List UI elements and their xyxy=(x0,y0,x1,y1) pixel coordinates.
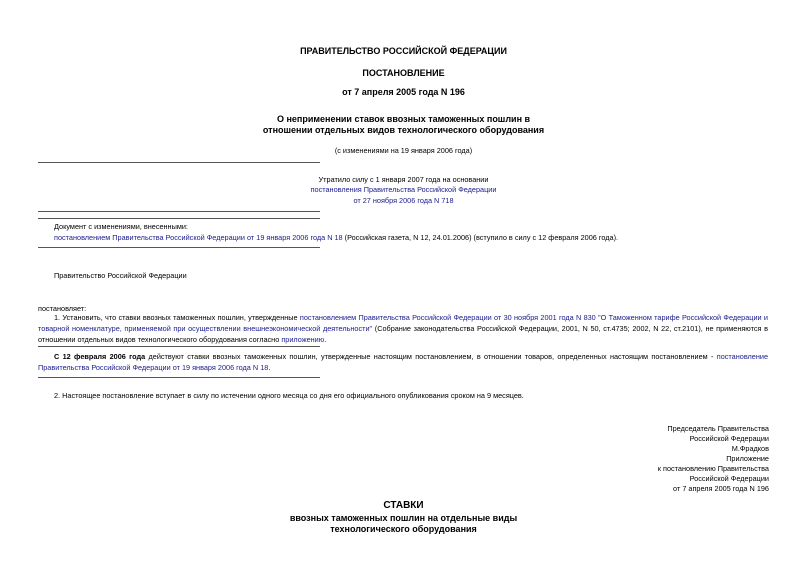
signature-position: Председатель Правительства xyxy=(667,424,769,433)
decrees-word: постановляет: xyxy=(38,304,87,313)
divider-4 xyxy=(38,247,320,248)
amendments-rest: (Российская газета, N 12, 24.01.2006) (вступило в силу с 12 февраля 2006 года). xyxy=(342,233,619,242)
appendix-ref-3: от 7 апреля 2005 года N 196 xyxy=(673,484,769,493)
doc-type: ПОСТАНОВЛЕНИЕ xyxy=(362,68,445,78)
amendments-link[interactable]: постановлением Правительства Российской Федерации от 19 января 2006 года N 18 xyxy=(54,233,343,242)
divider-6 xyxy=(38,377,320,378)
appendix-title: СТАВКИ xyxy=(383,500,424,511)
p2-end: . xyxy=(268,363,271,372)
appendix-label: Приложение xyxy=(726,454,769,463)
doc-date-number: от 7 апреля 2005 года N 196 xyxy=(342,87,465,97)
paragraph-1 xyxy=(38,312,768,345)
doc-title-line2: отношении отдельных видов технологического оборудования xyxy=(262,125,545,135)
p1-start: 1. Установить, что ставки ввозных таможенных пошлин, утвержденные xyxy=(54,313,300,322)
divider-3 xyxy=(38,218,320,219)
p1-mid: (Собрание законодательства Российской Федерации, 2001, N 50, ст.4735; 2002, N 22, ст.2101), не применяются в отношении отдельных видов технологического оборудования согласно xyxy=(38,324,768,344)
doc-title-line1: О неприменении ставок ввозных таможенных пошлин в xyxy=(276,114,531,124)
issuer: Правительство Российской Федерации xyxy=(54,271,187,280)
p1-end: . xyxy=(324,335,327,344)
divider-2 xyxy=(38,211,320,212)
appendix-ref-2: Российской Федерации xyxy=(689,474,769,483)
changes-note: (с изменениями на 19 января 2006 года) xyxy=(334,146,473,155)
p1-link[interactable]: постановлением Правительства Российской Федерации от 30 ноября 2001 года N 830 "О Таможенном тарифе Российской Федерации и товарной номенклатуре, применяемой при осуществлении внешнеэкономической деятельности" xyxy=(38,313,768,333)
paragraph-2 xyxy=(38,351,768,373)
signature-name: М.Фрадков xyxy=(731,444,769,453)
p2-text: действуют ставки ввозных таможенных пошлин, утвержденные настоящим постановлением, в отношении товаров, определенных настоящим постановлением - xyxy=(145,352,717,361)
appendix-subtitle-2: технологического оборудования xyxy=(330,524,477,534)
divider-1 xyxy=(38,162,320,163)
p2-date: С 12 февраля 2006 года xyxy=(54,352,146,361)
divider-5 xyxy=(38,346,320,347)
expired-link-line2[interactable]: от 27 ноября 2006 года N 718 xyxy=(353,196,454,205)
appendix-ref-1: к постановлению Правительства xyxy=(657,464,769,473)
p1-appendix-link[interactable]: приложению xyxy=(281,335,325,344)
amendments-label: Документ с изменениями, внесенными: xyxy=(54,222,188,231)
expired-link-line1[interactable]: постановления Правительства Российской Федерации xyxy=(310,185,497,194)
appendix-subtitle-1: ввозных таможенных пошлин на отдельные виды xyxy=(289,513,518,523)
signature-org: Российской Федерации xyxy=(689,434,769,443)
paragraph-3: 2. Настоящее постановление вступает в силу по истечении одного месяца со дня его официального опубликования сроком на 9 месяцев. xyxy=(54,391,524,400)
amendments-line xyxy=(54,232,774,243)
p2-link[interactable]: постановление Правительства Российской Федерации от 19 января 2006 года N 18 xyxy=(38,352,769,372)
expired-note: Утратило силу с 1 января 2007 года на основании xyxy=(318,175,489,184)
government-title: ПРАВИТЕЛЬСТВО РОССИЙСКОЙ ФЕДЕРАЦИИ xyxy=(300,46,507,56)
